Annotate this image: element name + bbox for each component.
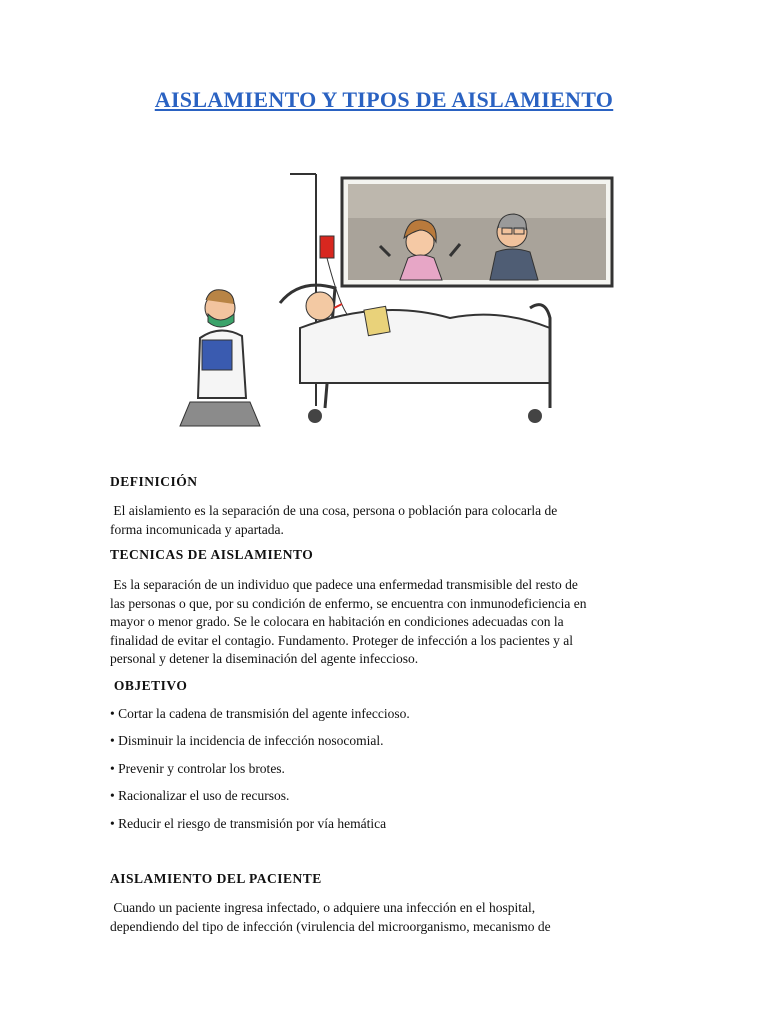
bullet-item: • Reducir el riesgo de transmisión por vía hemática <box>110 816 387 831</box>
page-title: AISLAMIENTO Y TIPOS DE AISLAMIENTO <box>154 87 614 112</box>
text-line: Cuando un paciente ingresa infectado, o adquiere una infección en el hospital, <box>110 900 536 915</box>
text-line: finalidad de evitar el contagio. Fundamento. Proteger de infección a los pacientes y al <box>110 632 573 648</box>
bullet-item: • Prevenir y controlar los brotes. <box>110 761 285 776</box>
heading-tecnicas: TECNICAS DE AISLAMIENTO <box>110 547 314 562</box>
hospital-isolation-illustration <box>150 158 620 430</box>
text-line: El aislamiento es la separación de una cosa, persona o población para colocarla de <box>110 503 558 518</box>
paragraph-aislamiento-paciente <box>110 899 632 936</box>
text-line: mayor o menor grado. Se le colocara en habitación en condiciones adecuadas con la <box>110 614 564 629</box>
text-line: personal y detener la diseminación del agente infeccioso. <box>110 651 419 666</box>
heading-objetivo: OBJETIVO <box>110 678 188 693</box>
text-line: las personas o que, por su condición de enfermo, se encuentra con inmunodeficiencia en <box>110 595 587 611</box>
bullet-item: • Cortar la cadena de transmisión del agente infeccioso. <box>110 706 410 721</box>
text-line: dependiendo del tipo de infección (virulencia del microorganismo, mecanismo de <box>110 918 551 934</box>
paragraph-definicion <box>110 502 632 539</box>
bullet-item: • Racionalizar el uso de recursos. <box>110 788 290 803</box>
text-line: forma incomunicada y apartada. <box>110 521 284 537</box>
text-line: Es la separación de un individuo que padece una enfermedad transmisible del resto de <box>110 577 578 592</box>
bullet-item: • Disminuir la incidencia de infección nosocomial. <box>110 733 384 748</box>
heading-aislamiento-paciente: AISLAMIENTO DEL PACIENTE <box>110 871 322 886</box>
paragraph-tecnicas <box>110 576 632 669</box>
heading-definicion: DEFINICIÓN <box>110 474 198 489</box>
